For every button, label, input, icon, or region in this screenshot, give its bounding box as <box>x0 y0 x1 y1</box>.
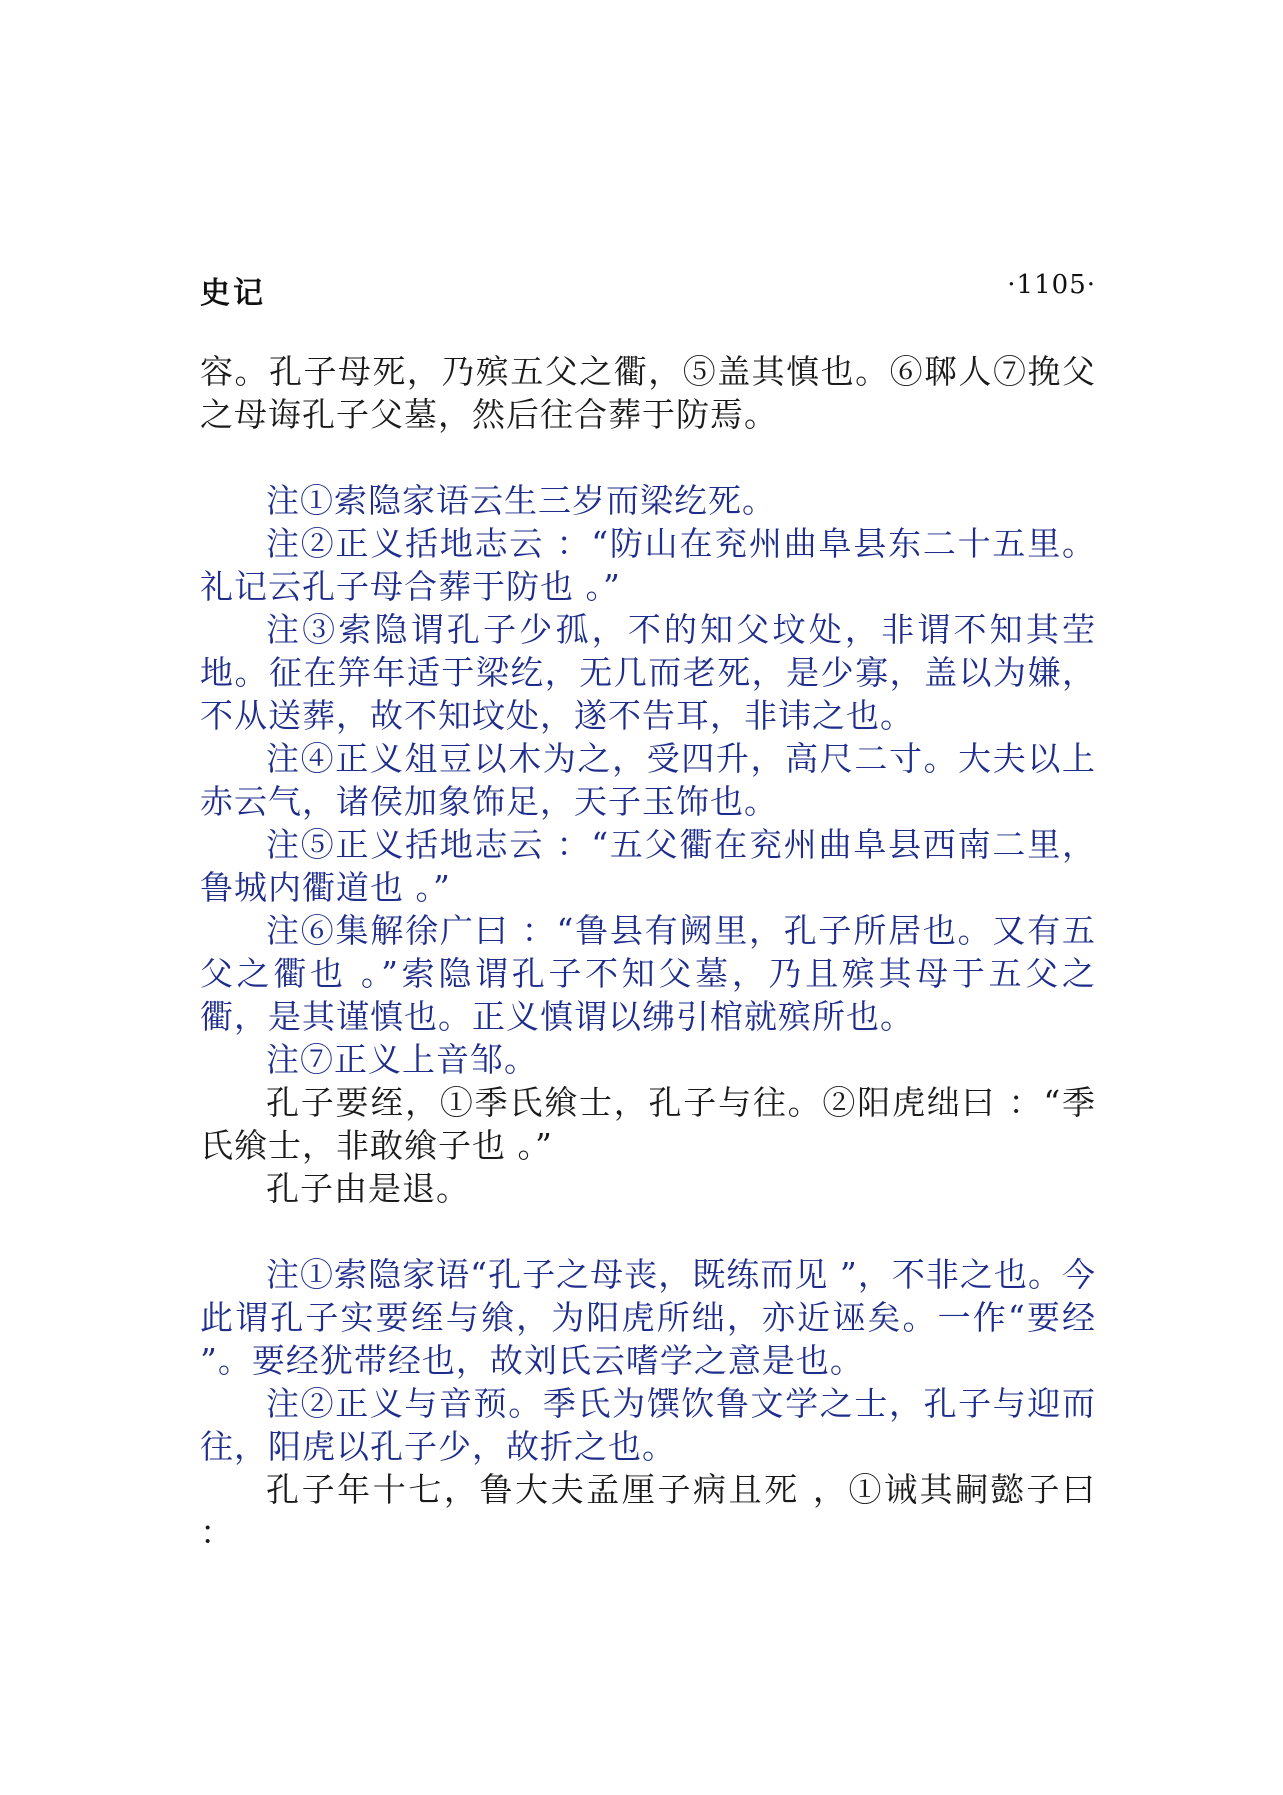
book-title: 史记 <box>200 276 266 311</box>
page-header <box>200 268 1096 312</box>
main-text-paragraph: 孔子要绖，①季氏飨士，孔子与往。②阳虎绌曰 ：“季氏飨士，非敢飨子也 。” <box>200 1083 1096 1165</box>
annotation-paragraph: 注②正义括地志云 ：“防山在兖州曲阜县东二十五里。礼记云孔子母合葬于防也 。” <box>200 524 1096 606</box>
annotation-paragraph: 注①索隐家语云生三岁而梁纥死。 <box>266 481 776 520</box>
main-text-paragraph: 孔子由是退。 <box>266 1169 470 1208</box>
annotation-paragraph: 注⑤正义括地志云 ：“五父衢在兖州曲阜县西南二里，鲁城内衢道也 。” <box>200 825 1096 907</box>
annotation-paragraph: 注⑥集解徐广曰 ：“鲁县有阙里，孔子所居也。又有五父之衢也 。”索隐谓孔子不知父墓，乃且殡其母于五父之衢，是其谨慎也。正义慎谓以绋引棺就殡所也。 <box>200 911 1096 1036</box>
annotation-paragraph: 注③索隐谓孔子少孤，不的知父坟处，非谓不知其茔地。征在笄年适于梁纥，无几而老死，是少寡，盖以为嫌，不从送葬，故不知坟处，遂不告耳，非讳之也。 <box>200 610 1096 735</box>
page-number: ·1105· <box>1007 270 1096 300</box>
annotation-paragraph: 注⑦正义上音邹。 <box>266 1040 538 1079</box>
paragraph-gap <box>200 436 1096 479</box>
annotation-paragraph: 注②正义与音预。季氏为馔饮鲁文学之士，孔子与迎而往，阳虎以孔子少，故折之也。 <box>200 1384 1096 1466</box>
main-text-paragraph: 容。孔子母死，乃殡五父之衢，⑤盖其慎也。⑥郰人⑦挽父之母诲孔子父墓，然后往合葬于防焉。 <box>200 352 1096 434</box>
annotation-paragraph: 注④正义俎豆以木为之，受四升，高尺二寸。大夫以上赤云气，诸侯加象饰足，天子玉饰也。 <box>200 739 1096 821</box>
paragraph-gap <box>200 1210 1096 1253</box>
annotation-paragraph: 注①索隐家语“孔子之母丧，既练而见 ”，不非之也。今此谓孔子实要绖与飨，为阳虎所绌，亦近诬矣。一作“要经 ”。要经犹带经也，故刘氏云嗜学之意是也。 <box>200 1255 1096 1380</box>
page-body <box>200 350 1096 1554</box>
main-text-paragraph: 孔子年十七，鲁大夫孟厘子病且死 ，①诫其嗣懿子曰 ： <box>200 1470 1096 1552</box>
